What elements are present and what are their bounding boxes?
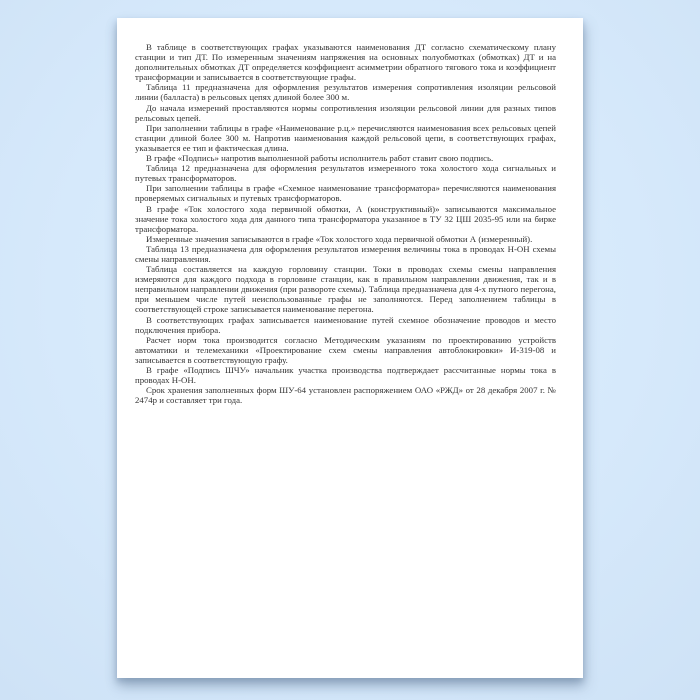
paragraph: При заполнении таблицы в графе «Схемное наименование трансформатора» перечисляются наименования проверяемых сигнальных и путевых трансформаторов. [135, 183, 556, 204]
paragraph: В соответствующих графах записывается наименование путей схемное обозначение проводов и место подключения прибора. [135, 314, 556, 335]
paragraph: Таблица 12 предназначена для оформления результатов измеренного тока холостого хода сигнальных и путевых трансформаторов. [135, 163, 556, 184]
paragraph: В графе «Подпись ШЧУ» начальник участка производства подтверждает рассчитанные нормы тока в проводах Н-ОН. [135, 365, 556, 386]
paragraph: Срок хранения заполненных форм ШУ-64 установлен распоряжением ОАО «РЖД» от 28 декабря 2007 г. № 2474р и составляет три года. [135, 385, 556, 406]
paragraph: В графе «Ток холостого хода первичной обмотки, А (конструктивный)» записываются максимальное значение тока холостого хода для данного типа трансформатора указанное в ТУ 32 ЦШ 2035-95 или на бирке трансформатора. [135, 203, 556, 234]
page-text-block [117, 18, 583, 405]
paragraph: Таблица составляется на каждую горловину станции. Токи в проводах схемы смены направления измеряются для каждого подхода в горловине станции, как в правильном направлении движения, так и в неправильном направлении движения (при развороте схемы). Таблица предназначена для 4-х путного перегона, при меньшем числе путей неиспользованные графы не заполняются. Перед заполнением таблицы в соответствующей строке записывается наименование перегона. [135, 264, 556, 315]
document-page [117, 18, 583, 678]
paragraph: Таблица 13 предназначена для оформления результатов измерения величины тока в проводах Н-ОН схемы смены направления. [135, 243, 556, 264]
paragraph: Измеренные значения записываются в графе «Ток холостого хода первичной обмотки А (измеренный). [146, 233, 533, 244]
paragraph: В графе «Подпись» напротив выполненной работы исполнитель работ ставит свою подпись. [146, 153, 494, 164]
paragraph: При заполнении таблицы в графе «Наименование р.ц.» перечисляются наименования всех рельсовых цепей станции длиной более 300 м. Напротив наименования каждой рельсовой цепи, в соответствующих графах, указывается ее тип и фактическая длина. [135, 122, 556, 153]
paragraph: Таблица 11 предназначена для оформления результатов измерения сопротивления изоляции рельсовой линии (балласта) в рельсовых цепях длиной более 300 м. [135, 82, 556, 103]
paragraph: В таблице в соответствующих графах указываются наименования ДТ согласно схематическому плану станции и тип ДТ. По измеренным значениям напряжения на основных полуобмотках (обмотках) ДТ и на дополнительных обмотках ДТ определяется коэффициент асимметрии обратного тягового тока и коэффициент трансформации и записывается в соответствующие графы. [135, 42, 556, 83]
paragraph: Расчет норм тока производится согласно Методическим указаниям по проектированию устройств автоматики и телемеханики «Проектирование схем смены направления автоблокировки» И-319-08 и записывается в соответствующую графу. [135, 334, 556, 365]
paragraph: До начала измерений проставляются нормы сопротивления изоляции рельсовой линии для разных типов рельсовых цепей. [135, 102, 556, 123]
